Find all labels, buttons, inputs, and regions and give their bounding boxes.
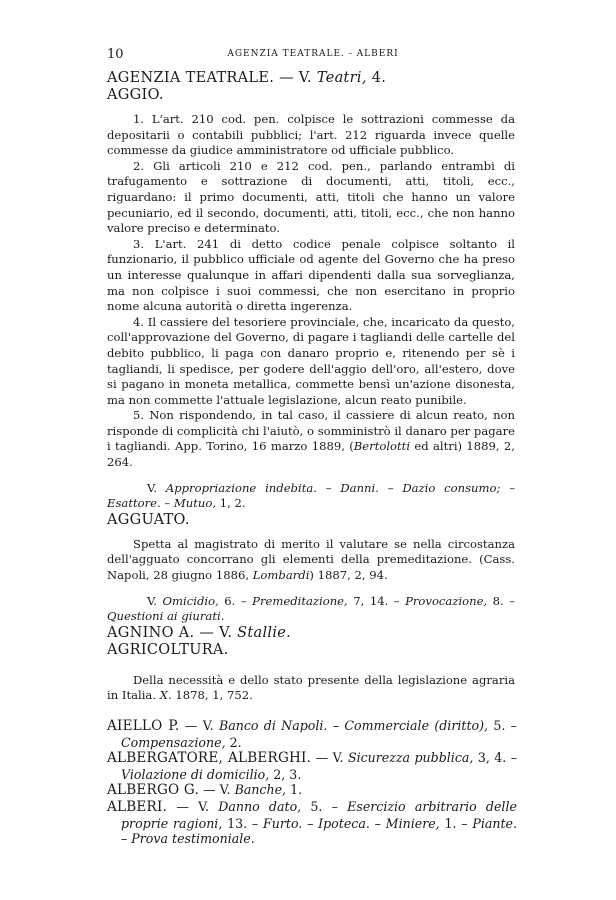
entry-separator: — <box>184 718 198 733</box>
entry-agenzia-teatrale <box>107 70 525 87</box>
page-header <box>107 47 519 63</box>
cross-reference: Teatri, <box>316 70 367 86</box>
entry-agguato-heading <box>107 512 525 529</box>
see-also-marker: V. <box>202 718 214 733</box>
cross-reference: Appropriazione indebita. – Danni. – Dazio consumo; – Esattore. – Mutuo, <box>107 480 515 511</box>
entry-name: AIELLO P. <box>107 718 180 734</box>
entry-alberi <box>107 799 517 847</box>
reference-number: 5. – <box>310 798 338 814</box>
entry-name: AGNINO A. <box>107 624 195 641</box>
entry-name: AGGUATO. <box>107 511 190 528</box>
cross-reference: Banco di Napoli. <box>218 718 328 733</box>
cross-reference: Questioni ai giurati. <box>107 609 225 624</box>
entry-name: ALBERGATORE, ALBERGHI. <box>107 750 312 767</box>
aggio-cross-references <box>107 481 515 512</box>
cross-reference: Piante. – Prova testimoniale. <box>121 815 517 847</box>
see-also-marker: V. <box>147 593 158 608</box>
entry-albergo <box>107 782 517 799</box>
see-also-marker: V. <box>198 798 210 814</box>
cross-reference: Omicidio, <box>162 593 219 608</box>
entry-name: ALBERI. <box>107 798 168 815</box>
cross-reference: Provocazione, <box>405 593 488 608</box>
page-content <box>107 70 525 847</box>
aggio-paragraph-1: 1. L'art. 210 cod. pen. colpisce le sottrazioni commesse da depositarii o contabili pubblici; l'art. 212 riguarda invece quelle commesse da giudice amministratore od ufficiale pubblico. <box>107 112 515 158</box>
journal-volume: X. <box>159 688 172 703</box>
cross-reference: Furto. – Ipoteca. – Miniere, <box>263 815 440 831</box>
entry-name: ALBERGO G. <box>107 782 200 799</box>
see-also-marker: V. <box>219 624 233 641</box>
reference-number: 1, 2. <box>219 496 246 511</box>
reference-number: 2, 3. <box>273 766 302 782</box>
aggio-paragraph-5: 5. Non rispondendo, in tal caso, il cassiere di alcun reato, non risponde di complicità chi l'aiutò, o somministrò il danaro per pagare i tagliandi. App. Torino, 16 marzo 1889, (Bertolotti ed altri) 1889, 2, 264. <box>107 408 515 470</box>
entry-agricoltura-heading <box>107 642 525 659</box>
entry-separator: — <box>203 782 216 798</box>
cross-reference: Commerciale (diritto), <box>344 718 489 733</box>
party-name: Lombardi <box>252 568 310 583</box>
entry-separator: — <box>199 624 215 641</box>
reference-number: 1. – <box>444 815 468 831</box>
entry-aggio-heading <box>107 87 525 104</box>
reference-dash: – <box>332 718 340 733</box>
reference-number: 2. <box>229 734 242 750</box>
citation: 1878, 1, 752. <box>175 688 253 703</box>
reference-number: 5. – <box>493 718 517 733</box>
cross-reference: Violazione di domicilio, <box>121 766 270 782</box>
reference-number: 7, 14. – <box>353 593 400 608</box>
citation: ) 1887, 2, 94. <box>309 568 388 583</box>
aggio-paragraph-2: 2. Gli articoli 210 e 212 cod. pen., parlando entrambi di trafugamento e sottrazione di documenti, atti, titoli, ecc., riguardano: il primo documenti, atti, titoli che hanno un valore pecuniario, ed il secondo, documenti, atti, titoli, ecc., che non hanno valore preciso e determinato. <box>107 158 515 236</box>
agricoltura-paragraph <box>107 673 515 704</box>
entry-name: AGRICOLTURA. <box>107 641 229 658</box>
entry-name: AGENZIA TEATRALE. <box>107 70 275 86</box>
reference-number: 3, 4. – <box>477 750 518 766</box>
entry-agnino <box>107 625 525 642</box>
paragraph-text: Spetta al magistrato di merito il valutare se nella circostanza dell'agguato concorrano gli elementi della premeditazione. (Cass. Napoli, 28 giugno 1886, <box>107 536 515 583</box>
cross-reference: Banche, <box>234 782 287 798</box>
running-head: AGENZIA TEATRALE. - ALBERI <box>227 49 399 59</box>
entry-albergatore <box>107 750 517 782</box>
cross-reference: Premeditazione, <box>252 593 348 608</box>
see-also-marker: V. <box>219 782 231 798</box>
cross-reference: Danno dato, <box>218 798 302 814</box>
agguato-cross-references <box>107 594 515 625</box>
see-also-marker: V. <box>332 750 344 766</box>
see-also-marker: V. <box>298 70 312 86</box>
reference-number: 6. – <box>224 593 247 608</box>
reference-number: 1. <box>290 782 303 798</box>
cross-reference: Stallie. <box>237 624 292 641</box>
agguato-paragraph <box>107 537 515 584</box>
entry-separator: — <box>176 798 189 814</box>
entry-separator: — <box>315 750 329 766</box>
reference-number: 8. – <box>492 593 516 608</box>
reference-number: 13. – <box>227 815 259 831</box>
cross-reference: Compensazione, <box>121 734 226 750</box>
page-number: 10 <box>107 47 124 62</box>
citation: ed altri) 1889, 2, 264. <box>107 439 515 470</box>
cross-reference: Esercizio arbitrario delle proprie ragioni, <box>121 798 517 831</box>
party-name: Bertolotti <box>353 439 411 454</box>
entry-aiello <box>107 718 517 750</box>
paragraph-text: Della necessità e dello stato presente della legislazione agraria in Italia. <box>107 672 515 703</box>
aggio-paragraph-3: 3. L'art. 241 di detto codice penale colpisce soltanto il funzionario, il pubblico ufficiale od agente del Governo che ha preso un interesse qualunque in affari dipendenti dalla sua sorveglianza, ma non colpisce i suoi commessi, che non esercitano in proprio nome alcuna autorità o diretta ingerenza. <box>107 236 515 314</box>
paragraph-text: 5. Non rispondendo, in tal caso, il cassiere di alcun reato, non risponde di complicità chi l'aiutò, o somministrò il danaro per pagare i tagliandi. App. Torino, 16 marzo 1889, <box>107 408 515 454</box>
reference-number: 4. <box>371 70 387 86</box>
aggio-paragraph-4: 4. Il cassiere del tesoriere provinciale, che, incaricato da questo, coll'approvazione del Governo, di pagare i tagliandi delle cartelle del debito pubblico, li paga con danaro proprio e, ritenendo per sè i tagliandi, li spedisce, per godere dell'aggio dell'oro, all'estero, dove si pagano in moneta metallica, commette bensì un'azione disonesta, ma non commette l'attuale legislazione, alcun reato punibile. <box>107 314 515 407</box>
cross-reference: Sicurezza pubblica, <box>347 750 474 766</box>
see-also-marker: V. <box>147 480 158 495</box>
entry-name: AGGIO. <box>107 87 164 103</box>
entry-separator: — <box>279 70 294 86</box>
